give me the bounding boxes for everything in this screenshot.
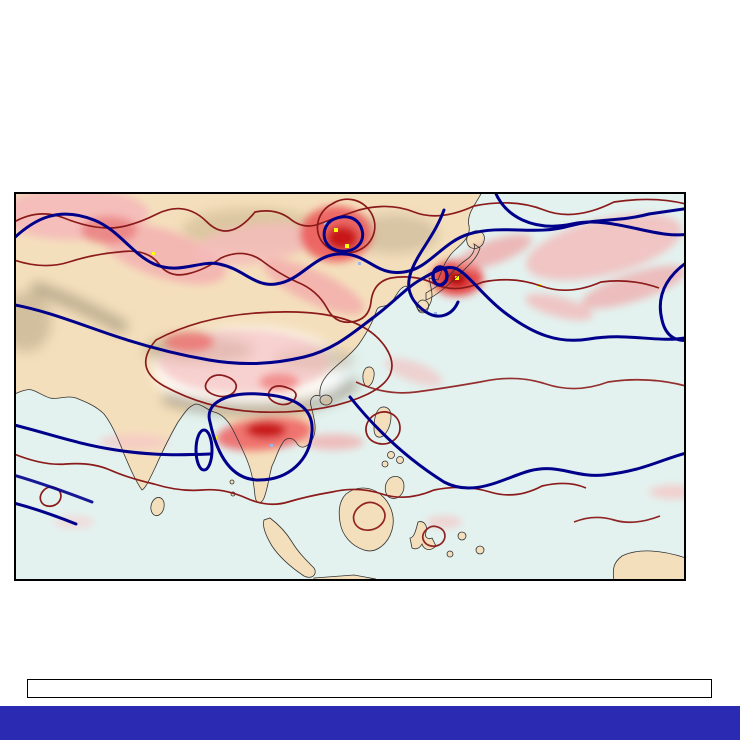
- vorticity-colorbar: [27, 679, 712, 698]
- model-info-bar: [0, 706, 740, 740]
- weather-map: [14, 192, 686, 581]
